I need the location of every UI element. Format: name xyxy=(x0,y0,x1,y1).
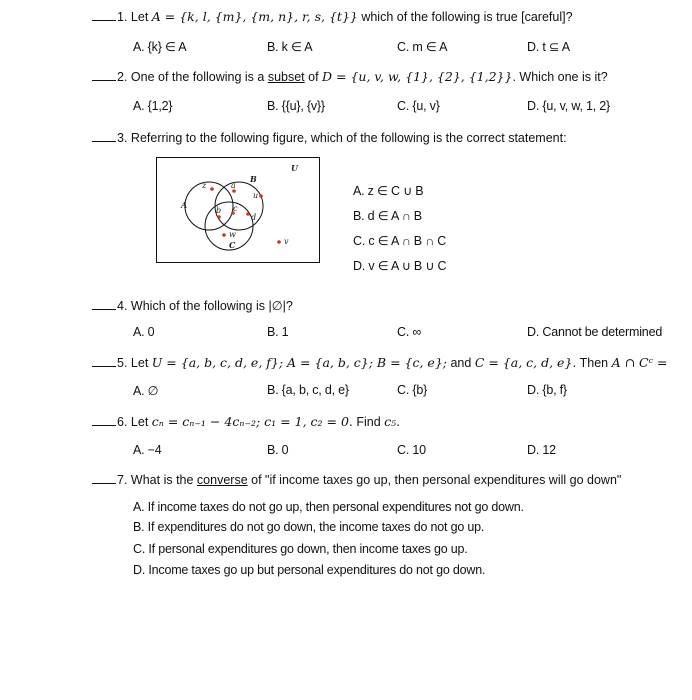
option-c[interactable]: C. c ∈ A ∩ B ∩ C xyxy=(353,234,447,248)
option-a[interactable]: A. z ∈ C ∪ B xyxy=(353,184,424,198)
question-5 xyxy=(92,355,667,370)
question-text: which of the following is true [careful]? xyxy=(357,10,573,24)
question-text: Referring to the following figure, which of the following is the correct statement: xyxy=(130,131,567,145)
question-text: of xyxy=(304,70,323,84)
set-a-label: A xyxy=(181,200,188,210)
option-a[interactable]: A. {1,2} xyxy=(133,99,173,113)
option-d[interactable]: D. Cannot be determined xyxy=(527,325,663,339)
element-z: z xyxy=(202,181,207,190)
question-7 xyxy=(92,472,621,487)
answer-blank[interactable] xyxy=(92,414,116,426)
set-b-label: B xyxy=(250,174,257,184)
question-number: 1. xyxy=(117,10,128,24)
option-b[interactable]: B. {a, b, c, d, e} xyxy=(267,383,349,397)
math-expression: U = {a, b, c, d, e, f}; A = {a, b, c}; B = {c, e}; xyxy=(151,355,447,370)
option-c[interactable]: C. ∞ xyxy=(397,325,422,339)
question-3 xyxy=(92,130,567,145)
option-b[interactable]: B. 0 xyxy=(267,443,289,457)
element-d: d xyxy=(251,213,257,222)
element-w: w xyxy=(229,230,236,239)
element-dot xyxy=(210,187,214,191)
venn-svg xyxy=(157,158,319,262)
option-b[interactable]: B. k ∈ A xyxy=(267,40,313,54)
element-v: v xyxy=(284,237,289,246)
element-dot xyxy=(217,215,221,219)
element-u: u xyxy=(253,191,259,200)
option-d[interactable]: D. v ∈ A ∪ B ∪ C xyxy=(353,259,447,273)
math-expression: A = {k, l, {m}, {m, n}, r, s, {t}} xyxy=(151,9,358,24)
question-2 xyxy=(92,69,608,84)
underlined-term: converse xyxy=(196,473,248,487)
answer-blank[interactable] xyxy=(92,298,116,310)
answer-blank[interactable] xyxy=(92,472,116,484)
question-text: . Which one is it? xyxy=(512,70,608,84)
set-c-label: C xyxy=(229,240,236,250)
option-c[interactable]: C. m ∈ A xyxy=(397,40,448,54)
option-c[interactable]: C. If personal expenditures go down, then income taxes go up. xyxy=(133,542,468,556)
element-dot xyxy=(246,212,250,216)
question-text: and xyxy=(447,356,475,370)
question-text: Find xyxy=(352,415,385,429)
question-text: One of the following is a xyxy=(130,70,268,84)
option-d[interactable]: D. {u, v, w, 1, 2} xyxy=(527,99,611,113)
option-d[interactable]: D. t ⊆ A xyxy=(527,40,570,54)
universe-label: U xyxy=(291,163,298,173)
option-a[interactable]: A. 0 xyxy=(133,325,155,339)
option-d[interactable]: D. 12 xyxy=(527,443,556,457)
option-c[interactable]: C. {u, v} xyxy=(397,99,440,113)
math-expression: D = {u, v, w, {1}, {2}, {1,2}} xyxy=(322,69,513,84)
element-c: c xyxy=(233,204,238,213)
question-number: 7. xyxy=(117,473,128,487)
question-text: Which of the following is |∅|? xyxy=(130,299,293,313)
option-d[interactable]: D. Income taxes go up but personal expenditures do not go down. xyxy=(133,563,486,577)
option-b[interactable]: B. If expenditures do not go down, the income taxes do not go up. xyxy=(133,520,485,534)
venn-diagram xyxy=(156,157,320,263)
option-c[interactable]: C. {b} xyxy=(397,383,428,397)
question-text: Let xyxy=(130,415,152,429)
option-c[interactable]: C. 10 xyxy=(397,443,426,457)
question-text: Then xyxy=(576,356,612,370)
question-6 xyxy=(92,414,400,429)
math-expression: cₙ = cₙ₋₁ − 4cₙ₋₂; c₁ = 1, c₂ = 0. xyxy=(151,414,353,429)
question-text: What is the xyxy=(130,473,197,487)
option-d[interactable]: D. {b, f} xyxy=(527,383,567,397)
answer-blank[interactable] xyxy=(92,9,116,21)
math-expression: c₅. xyxy=(384,414,401,429)
question-text: Let xyxy=(130,10,152,24)
element-dot xyxy=(259,194,263,198)
math-expression: A ∩ Cᶜ = xyxy=(611,355,668,370)
underlined-term: subset xyxy=(267,70,305,84)
option-a[interactable]: A. {k} ∈ A xyxy=(133,40,187,54)
option-a[interactable]: A. ∅ xyxy=(133,384,159,398)
option-a[interactable]: A. −4 xyxy=(133,443,162,457)
element-dot xyxy=(222,233,226,237)
question-text: Let xyxy=(130,356,152,370)
question-1 xyxy=(92,9,573,24)
set-a-circle xyxy=(185,182,233,230)
question-text: of "if income taxes go up, then personal expenditures will go down" xyxy=(247,473,622,487)
element-dot xyxy=(277,240,281,244)
option-b[interactable]: B. {{u}, {v}} xyxy=(267,99,325,113)
answer-blank[interactable] xyxy=(92,69,116,81)
question-number: 5. xyxy=(117,356,128,370)
set-b-circle xyxy=(215,182,263,230)
option-a[interactable]: A. If income taxes do not go up, then personal expenditures not go down. xyxy=(133,500,524,514)
math-expression: C = {a, c, d, e}. xyxy=(474,355,577,370)
question-number: 2. xyxy=(117,70,128,84)
answer-blank[interactable] xyxy=(92,130,116,142)
option-b[interactable]: B. 1 xyxy=(267,325,289,339)
option-b[interactable]: B. d ∈ A ∩ B xyxy=(353,209,422,223)
answer-blank[interactable] xyxy=(92,355,116,367)
question-number: 6. xyxy=(117,415,128,429)
question-4 xyxy=(92,298,293,313)
question-number: 4. xyxy=(117,299,128,313)
element-a: a xyxy=(231,181,236,190)
element-b: b xyxy=(216,206,222,215)
question-number: 3. xyxy=(117,131,128,145)
